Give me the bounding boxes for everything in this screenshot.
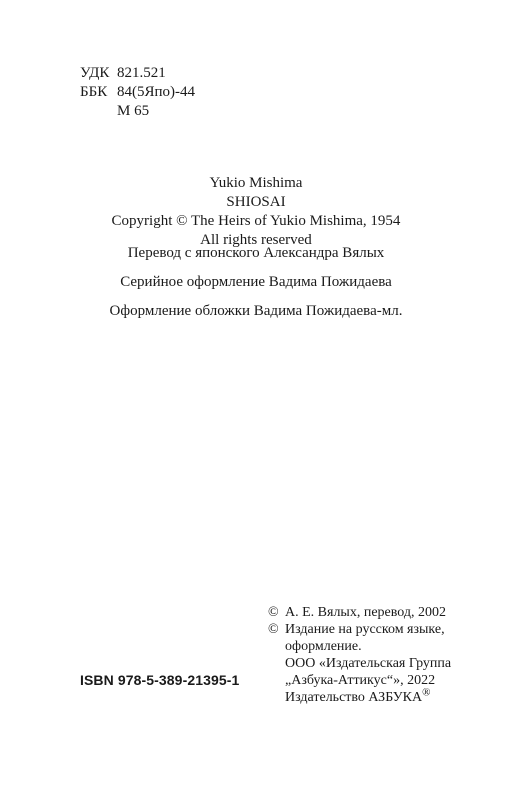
original-title: SHIOSAI — [226, 194, 286, 210]
edition-line: ООО «Издательская Группа — [285, 656, 452, 671]
registered-mark: ® — [422, 686, 431, 699]
translator-copyright — [268, 604, 451, 621]
original-author: Yukio Mishima — [209, 175, 303, 191]
copyright-symbol: © — [268, 605, 279, 620]
bbk-row — [80, 83, 195, 102]
edition-line: оформление. — [285, 639, 362, 654]
series-design-credit: Серийное оформление Вадима Пожидаева — [120, 274, 392, 290]
original-copyright: Copyright © The Heirs of Yukio Mishima, 1954 — [111, 213, 401, 229]
edition-line — [285, 686, 451, 706]
author-mark: М 65 — [117, 103, 150, 119]
original-edition-info — [0, 174, 512, 250]
udk-row — [80, 64, 195, 83]
isbn: ISBN 978-5-389-21395-1 — [80, 672, 240, 688]
copyright-notices — [268, 604, 451, 706]
cover-design-credit: Оформление обложки Вадима Пожидаева-мл. — [109, 303, 403, 319]
bbk-label: ББК — [80, 84, 108, 100]
edition-line: Издание на русском языке, — [285, 622, 445, 637]
translator-line: А. Е. Вялых, перевод, 2002 — [285, 605, 446, 620]
catalog-codes — [80, 64, 195, 121]
translation-credit: Перевод с японского Александра Вялых — [127, 245, 385, 261]
udk-value: 821.521 — [117, 65, 166, 81]
edition-line: „Азбука-Аттикус“», 2022 — [285, 673, 436, 688]
rights-reserved: All rights reserved — [200, 232, 312, 248]
udk-label: УДК — [80, 65, 110, 81]
bbk-value: 84(5Япо)-44 — [117, 84, 196, 100]
publisher-name: Издательство АЗБУКА — [285, 690, 423, 705]
edition-copyright — [268, 621, 451, 706]
copyright-symbol: © — [268, 622, 279, 637]
